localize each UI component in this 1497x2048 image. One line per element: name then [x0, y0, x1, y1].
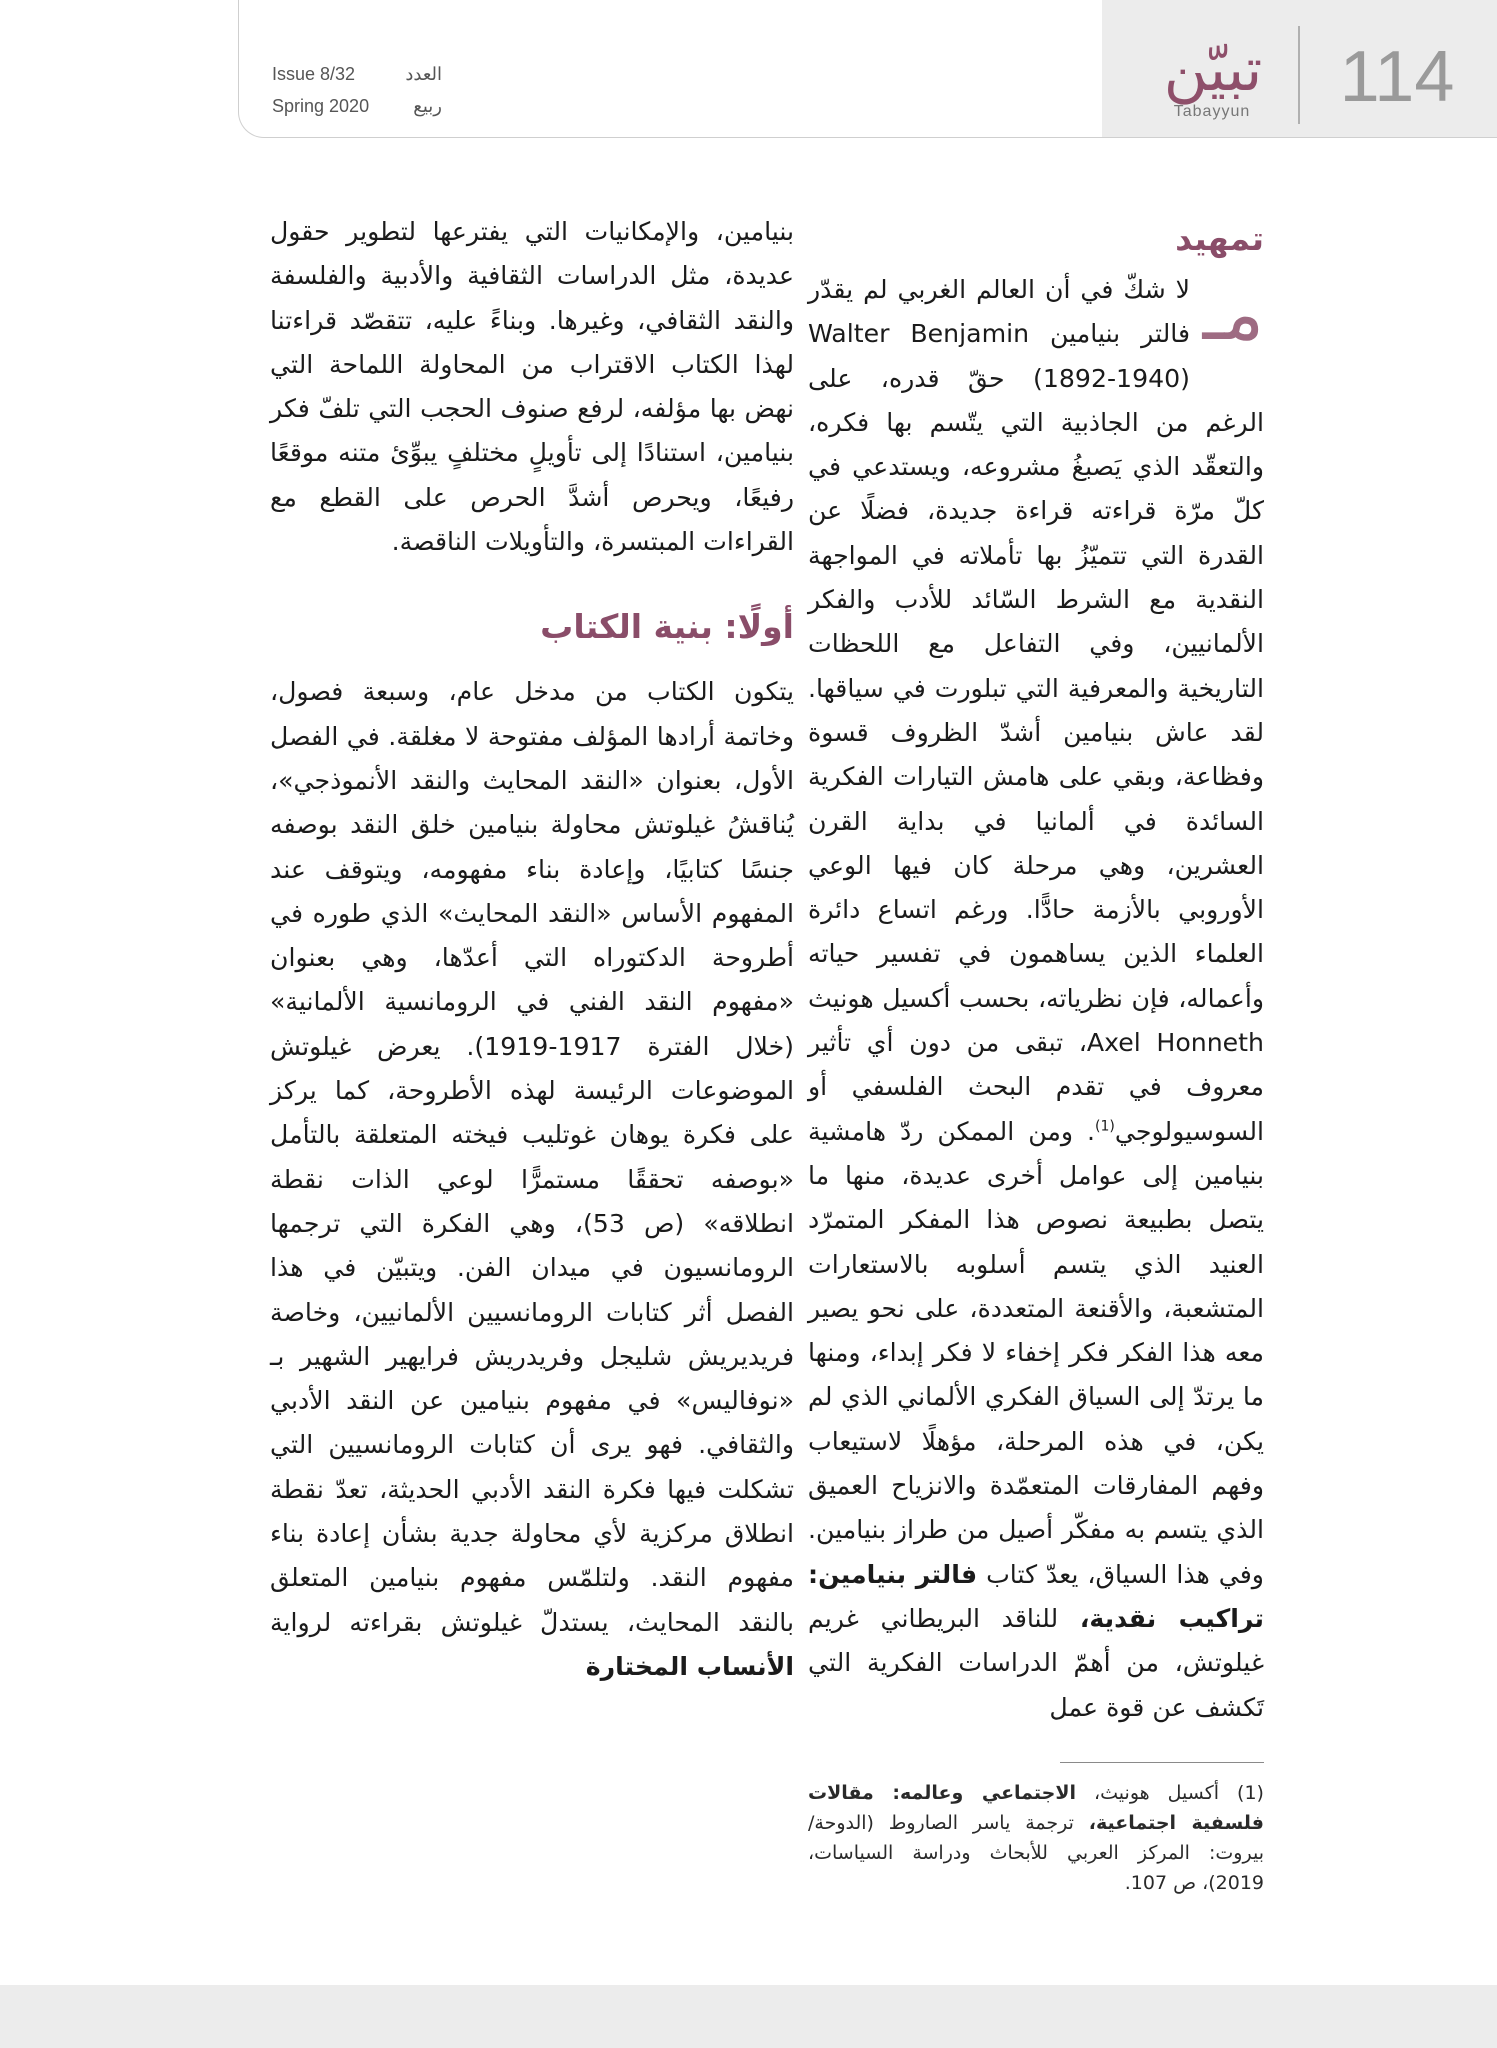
journal-logo: تبيّن	[1163, 35, 1263, 105]
right-column	[808, 210, 1264, 1730]
continuation-paragraph: بنيامين، والإمكانيات التي يفترعها لتطوير حقول عديدة، مثل الدراسات الثقافية والأدبية والفلسفة والنقد الثقافي، وغيرها. وبناءً عليه، تتقصّد قراءتنا لهذا الكتاب الاقتراب من المحاولة اللماحة التي نهض بها مؤلفه، لرفع صنوف الحجب التي تلفّ فكر بنيامين، استنادًا إلى تأويلٍ مختلفٍ يبوِّئ متنه موقعًا رفيعًا، ويحرص أشدَّ الحرص على القطع مع القراءات المبتسرة، والتأويلات الناقصة.	[270, 217, 794, 557]
header-divider	[1298, 26, 1300, 124]
season-line	[272, 90, 442, 122]
footnote	[808, 1778, 1264, 1898]
issue-line	[272, 58, 442, 90]
section-heading-structure: أولًا: بنية الكتاب	[540, 607, 794, 647]
footnote-marker: (1)	[1237, 1782, 1264, 1804]
intro-text: لا شكّ في أن العالم الغربي لم يقدّر فالتر بنيامين Walter Benjamin (1892-1940) حقّ قدره، على الرغم من الجاذبية التي يتّسم بها فكره، والتعقّد الذي يَصبغُ مشروعه، ويستدعي في كلّ مرّة قراءته قراءة جديدة، فضلًا عن القدرة التي تتميّزُ بها تأملاته في المواجهة النقدية مع الشرط السّائد للأدب والفكر الألمانيين، وفي التفاعل مع اللحظات التاريخية والمعرفية التي تبلورت في سياقها. لقد عاش بنيامين أشدّ الظروف قسوة وفظاعة، وبقي على هامش التيارات الفكرية السائدة في ألمانيا في بداية القرن العشرين، وهي مرحلة كان فيها الوعي الأوروبي بالأزمة حادًّا. ورغم اتساع دائرة العلماء الذين يساهمون في تفسير حياته وأعماله، فإن نظرياته، بحسب أكسيل هونيث Axel Honneth، تبقى من دون أي تأثير معروف في تقدم البحث الفلسفي أو السوسيولوجي	[808, 275, 1264, 1146]
structure-text: يتكون الكتاب من مدخل عام، وسبعة فصول، وخاتمة أرادها المؤلف مفتوحة لا مغلقة. في الفصل الأول، بعنوان «النقد المحايث والنقد الأنموذجي»، يُناقشُ غيلوتش محاولة بنيامين خلق النقد بوصفه جنسًا كتابيًا، وإعادة بناء مفهومه، ويتوقف عند المفهوم الأساس «النقد المحايث» الذي طوره في أطروحة الدكتوراه التي أعدّها، وهي بعنوان «مفهوم النقد الفني في الرومانسية الألمانية» (خلال الفترة 1917-1919). يعرض غيلوتش الموضوعات الرئيسة لهذه الأطروحة، كما يركز على فكرة يوهان غوتليب فيخته المتعلقة بالتأمل «بوصفه تحققًا مستمرًّا لوعي الذات نقطة انطلاقه» (ص 53)، وهي الفكرة التي ترجمها الرومانسيون في ميدان الفن. ويتبيّن في هذا الفصل أثر كتابات الرومانسيين الألمانيين، وخاصة فريديريش شليجل وفريدريش فرايهير الشهير بـ «نوفاليس» في مفهوم بنيامين عن النقد الأدبي والثقافي. فهو يرى أن كتابات الرومانسيين التي تشكلت فيها فكرة النقد الأدبي الحديثة، تعدّ نقطة انطلاق مركزية لأي محاولة جدية بشأن إعادة بناء مفهوم النقد. ولتلمّس مفهوم بنيامين المتعلق بالنقد المحايث، يستدلّ غيلوتش بقراءته لرواية	[270, 677, 794, 1637]
footnote-rule	[1060, 1762, 1264, 1763]
bottom-band	[0, 1985, 1497, 2048]
page-number: 114	[1339, 37, 1455, 117]
drop-cap: مـ	[1202, 271, 1264, 357]
season-label-ar: ربيع	[413, 96, 442, 116]
footnote-book-title: الاجتماعي وعالمه: مقالات فلسفية اجتماعية،	[808, 1782, 1264, 1834]
intro-paragraph	[808, 268, 1264, 1730]
intro-text-2: . ومن الممكن ردّ هامشية بنيامين إلى عوامل أخرى عديدة، منها ما يتصل بطبيعة نصوص هذا المفكر المتمرّد العنيد الذي يتسم أسلوبه بالاستعارات المتشعبة، والأقنعة المتعددة، على نحو يصير معه هذا الفكر فكر إخفاء لا فكر إبداء، ومنها ما يرتدّ إلى السياق الفكري الألماني الذي لم يكن، في هذه المرحلة، مؤهلًا لاستيعاب وفهم المفارقات المتعمّدة والانزياح العميق الذي يتسم به مفكّر أصيل من طراز بنيامين. وفي هذا السياق، يعدّ كتاب	[808, 1116, 1264, 1589]
issue-label-en: Issue 8/32	[272, 64, 356, 84]
footnote-reference[interactable]: (1)	[1095, 1118, 1115, 1135]
intro-text-3: للناقد البريطاني غريم غيلوتش، من أهمّ الدراسات الفكرية التي تَكشف عن قوة عمل	[808, 1603, 1264, 1722]
book-title: فالتر بنيامين: تراكيب نقدية،	[808, 1559, 1264, 1633]
issue-label-ar: العدد	[405, 64, 442, 84]
issue-info	[272, 58, 442, 122]
novel-title: الأنساب المختارة	[585, 1651, 794, 1681]
season-label-en: Spring 2020	[272, 96, 370, 116]
footnote-citation: ترجمة ياسر الصاروط (الدوحة/ بيروت: المركز العربي للأبحاث ودراسة السياسات، 2019)، ص 107.	[808, 1812, 1264, 1894]
footnote-author: أكسيل هونيث،	[1094, 1782, 1220, 1804]
section-heading-intro: تمهيد	[1175, 219, 1264, 258]
journal-logo-latin: Tabayyun	[1173, 103, 1251, 120]
structure-paragraph	[270, 670, 794, 1689]
left-column	[270, 210, 794, 1689]
